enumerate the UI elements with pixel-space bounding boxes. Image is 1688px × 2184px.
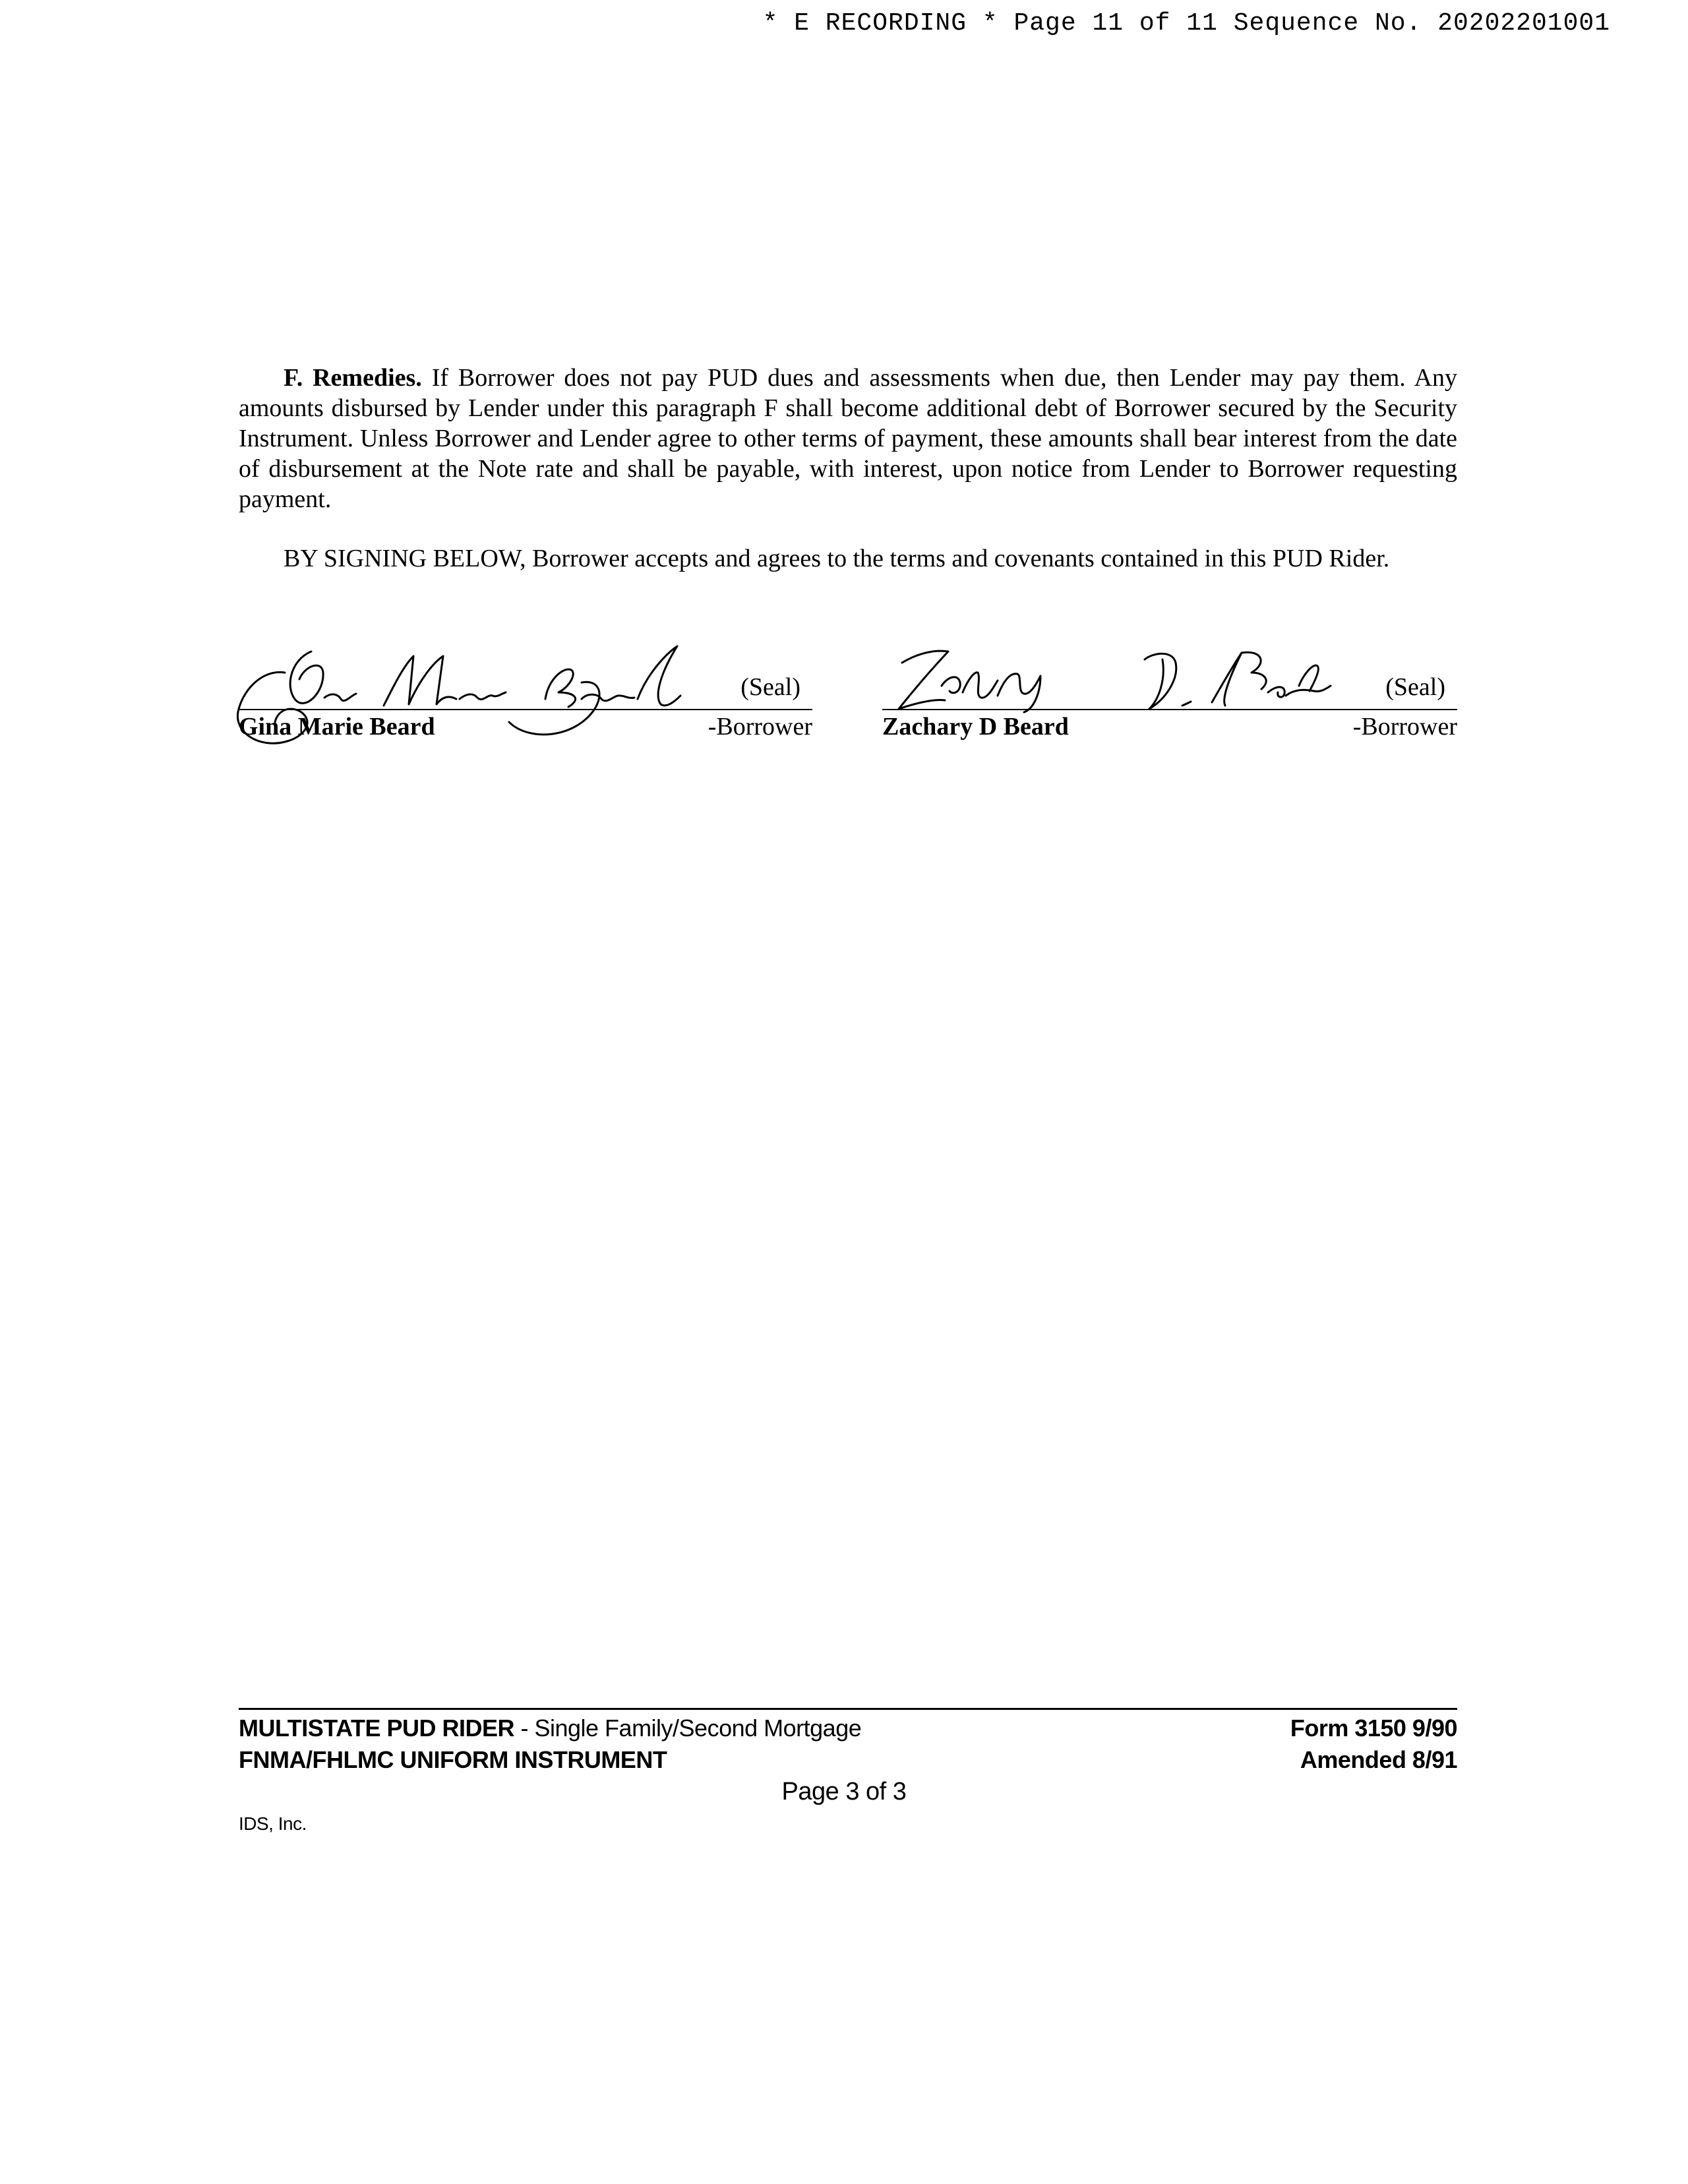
signing-statement-paragraph bbox=[239, 543, 1457, 574]
form-subtitle: - Single Family/Second Mortgage bbox=[514, 1714, 862, 1742]
footer-page-number: Page 3 of 3 bbox=[781, 1778, 907, 1805]
recording-stamp: * E RECORDING * Page 11 of 11 Sequence No. 20202201001 bbox=[762, 9, 1610, 38]
footer-divider bbox=[239, 1708, 1457, 1710]
signer-name: Zachary D Beard bbox=[882, 713, 1069, 741]
signer-role: -Borrower bbox=[1352, 713, 1457, 741]
seal-label: (Seal) bbox=[740, 673, 800, 701]
footer-preparer: IDS, Inc. bbox=[239, 1813, 307, 1834]
signature-line bbox=[239, 709, 812, 710]
signature-line bbox=[882, 709, 1457, 710]
remedies-paragraph bbox=[239, 363, 1457, 514]
signing-statement: BY SIGNING BELOW, Borrower accepts and agrees to the terms and covenants contained in this PUD Rider. bbox=[284, 545, 1390, 572]
signature-block-borrower-1 bbox=[239, 633, 812, 752]
footer-form-number: Form 3150 9/90 bbox=[1290, 1714, 1457, 1742]
footer-amended: Amended 8/91 bbox=[1300, 1746, 1457, 1773]
signature-block-borrower-2 bbox=[882, 633, 1457, 752]
signer-role: -Borrower bbox=[708, 713, 812, 741]
form-title: MULTISTATE PUD RIDER bbox=[239, 1714, 514, 1742]
remedies-heading: F. Remedies. bbox=[284, 364, 422, 392]
remedies-text: If Borrower does not pay PUD dues and assessments when due, then Lender may pay them. Any amounts disbursed by Lender under this paragraph F shall become additional debt of Borrower secured by the Security Instrument. Unless Borrower and Lender agree to other terms of payment, these amounts shall bear interest from the date of disbursement at the Note rate and shall be payable, with interest, upon notice from Lender to Borrower requesting payment. bbox=[239, 364, 1458, 513]
footer-form-title bbox=[239, 1714, 861, 1742]
footer-instrument: FNMA/FHLMC UNIFORM INSTRUMENT bbox=[239, 1746, 667, 1773]
seal-label: (Seal) bbox=[1385, 673, 1445, 701]
signer-name: Gina Marie Beard bbox=[239, 713, 435, 741]
